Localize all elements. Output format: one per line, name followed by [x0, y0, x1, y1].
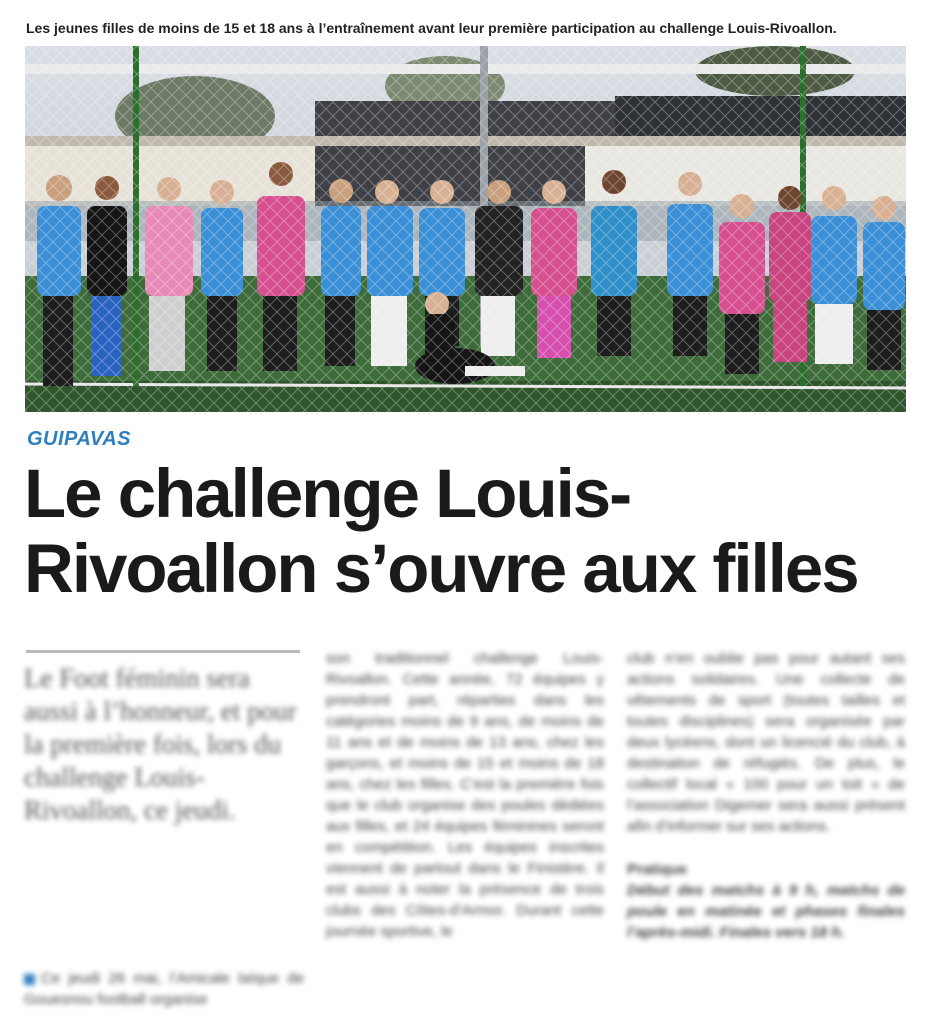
headline — [24, 456, 914, 606]
article-column-2 — [326, 648, 604, 942]
lead-divider — [26, 650, 300, 653]
headline-line-1: Le challenge Louis- — [24, 455, 631, 532]
column-3-text: club n’en oublie pas pour autant ses actions solidaires. Une collecte de vêtements de sport (toutes tailles et toutes disciplines) sera organisée par deux lycéens, dont un licencié du club, à destination de réfugiés. De plus, le collectif local « 100 pour un toit » de l’association Digemer sera aussi présent afin d’informer sur ses actions. — [627, 650, 905, 835]
column-1-text: Ce jeudi 26 mai, l’Amicale laïque de Gouesnou football organise — [24, 970, 304, 1008]
section-kicker: GUIPAVAS — [27, 428, 132, 450]
article-column-3 — [627, 648, 905, 943]
article-column-1 — [24, 968, 304, 1010]
photo-caption: Les jeunes filles de moins de 15 et 18 ans à l’entraînement avant leur première participation au challenge Louis-Rivoallon. — [26, 20, 837, 36]
bullet-icon — [24, 974, 35, 985]
pratique-text: Début des matchs à 9 h, matchs de poule en matinée et phases finales l’après-midi. Finales vers 18 h. — [627, 882, 905, 941]
pratique-heading: Pratique — [627, 861, 688, 878]
photo-team-icon — [25, 46, 906, 412]
lead-paragraph: Le Foot féminin sera aussi à l’honneur, et pour la première fois, lors du challenge Louis-Rivoallon, ce jeudi. — [24, 663, 297, 825]
column-2-text: son traditionnel challenge Louis-Rivoallon. Cette année, 72 équipes y prendront part, réparties dans les catégories moins de 9 ans, de moins de 11 ans et de moins de 13 ans, chez les garçons, et moins de 15 et moins de 18 ans, chez les filles. C’est la première fois que le club organise des poules dédiées aux filles, et 24 équipes féminines seront en compétition. Les équipes inscrites viennent de partout dans le Finistère. Il est aussi à noter la présence de trois clubs des Côtes-d’Armor. Durant cette journée sportive, le — [326, 650, 604, 940]
team-photo — [25, 46, 906, 412]
headline-line-2: Rivoallon s’ouvre aux filles — [24, 530, 858, 607]
